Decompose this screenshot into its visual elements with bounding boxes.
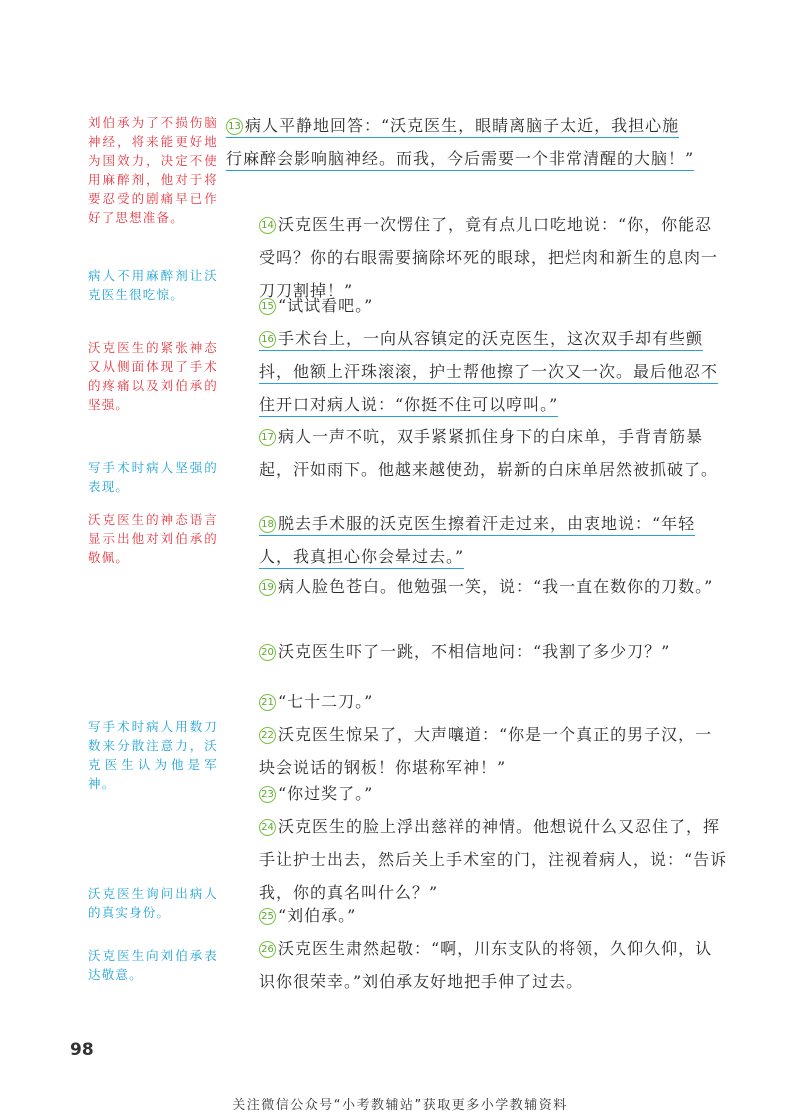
paragraph-number-badge: 22 <box>259 727 276 744</box>
paragraph-13: 13 病人平静地回答：“沃克医生，眼睛离脑子太近，我担心施行麻醉会影响脑神经。而我，今后需要一个非常清醒的大脑！” <box>226 109 696 175</box>
paragraph-number-badge: 15 <box>259 298 276 315</box>
paragraph-16: 16 手术台上，一向从容镇定的沃克医生，这次双手却有些颤抖，他额上汗珠滚滚，护士帮他擦了一次又一次。最后他忍不住开口对病人说：“你挺不住可以哼叫。” <box>226 322 729 421</box>
paragraph-14: 14 沃克医生再一次愣住了，竟有点儿口吃地说：“你，你能忍受吗？你的右眼需要摘除坏死的眼球，把烂肉和新生的息肉一刀刀割掉！” <box>259 215 719 300</box>
margin-note-8: 沃克医生向刘伯承表达敬意。 <box>88 948 218 982</box>
paragraph-number-badge: 25 <box>259 908 276 925</box>
margin-note-1: 刘伯承为了不损伤脑神经，将来能更好地为国效力，决定不使用麻醉剂，他对于将要忍受的剧痛早已作好了思想准备。 <box>88 115 218 225</box>
margin-note-6: 写手术时病人用数刀数来分散注意力，沃克医生认为他是军神。 <box>88 719 218 791</box>
paragraph-number-badge: 19 <box>259 579 276 596</box>
footer-promo-text: 关注微信公众号“小考教辅站”获取更多小学教辅资料 <box>232 1098 568 1113</box>
paragraph-18: 18 脱去手术服的沃克医生擦着汗走过来，由衷地说：“年轻人，我真担心你会晕过去。” <box>226 507 729 573</box>
margin-note-3: 沃克医生的紧张神态又从侧面体现了手术的疼痛以及刘伯承的坚强。 <box>88 340 218 412</box>
paragraph-number-badge: 21 <box>259 694 276 711</box>
paragraph-number-badge: 23 <box>259 786 276 803</box>
paragraph-number-badge: 16 <box>259 331 276 348</box>
paragraph-number-badge: 18 <box>259 516 276 533</box>
paragraph-number-badge: 13 <box>226 118 243 135</box>
margin-note-2: 病人不用麻醉剂让沃克医生很吃惊。 <box>88 268 218 302</box>
paragraph-20: 20 沃克医生吓了一跳，不相信地问：“我割了多少刀？” <box>226 635 729 668</box>
paragraph-number-badge: 24 <box>259 819 276 836</box>
margin-note-7: 沃克医生询问出病人的真实身份。 <box>88 886 218 920</box>
paragraph-17: 17 病人一声不吭，双手紧紧抓住身下的白床单，手背青筋暴起，汗如雨下。他越来越使劲，崭新的白床单居然被抓破了。 <box>259 427 719 479</box>
paragraph-19: 19 病人脸色苍白。他勉强一笑，说：“我一直在数你的刀数。” <box>226 570 729 603</box>
paragraph-23: 23 “你过奖了。” <box>226 777 729 810</box>
page-number: 98 <box>70 1040 94 1060</box>
paragraph-number-badge: 17 <box>259 429 276 446</box>
margin-note-4: 写手术时病人坚强的表现。 <box>88 460 218 494</box>
paragraph-26: 26 沃克医生肃然起敬：“啊，川东支队的将领，久仰久仰，认识你很荣幸。”刘伯承友好地把手伸了过去。 <box>259 939 713 991</box>
paragraph-21: 21 “七十二刀。” <box>226 685 729 718</box>
paragraph-number-badge: 26 <box>259 941 276 958</box>
paragraph-15: 15 “试试看吧。” <box>226 289 729 322</box>
paragraph-24: 24 沃克医生的脸上浮出慈祥的神情。他想说什么又忍住了，挥手让护士出去，然后关上手术室的门，注视着病人，说：“告诉我，你的真名叫什么？” <box>259 817 728 902</box>
paragraph-number-badge: 20 <box>259 644 276 661</box>
paragraph-number-badge: 14 <box>259 217 276 234</box>
paragraph-22: 22 沃克医生惊呆了，大声嚷道：“你是一个真正的男子汉，一块会说话的钢板！你堪称军神！” <box>259 725 713 777</box>
paragraph-25: 25 “刘伯承。” <box>226 899 729 932</box>
margin-note-5: 沃克医生的神态语言显示出他对刘伯承的敬佩。 <box>88 512 218 565</box>
